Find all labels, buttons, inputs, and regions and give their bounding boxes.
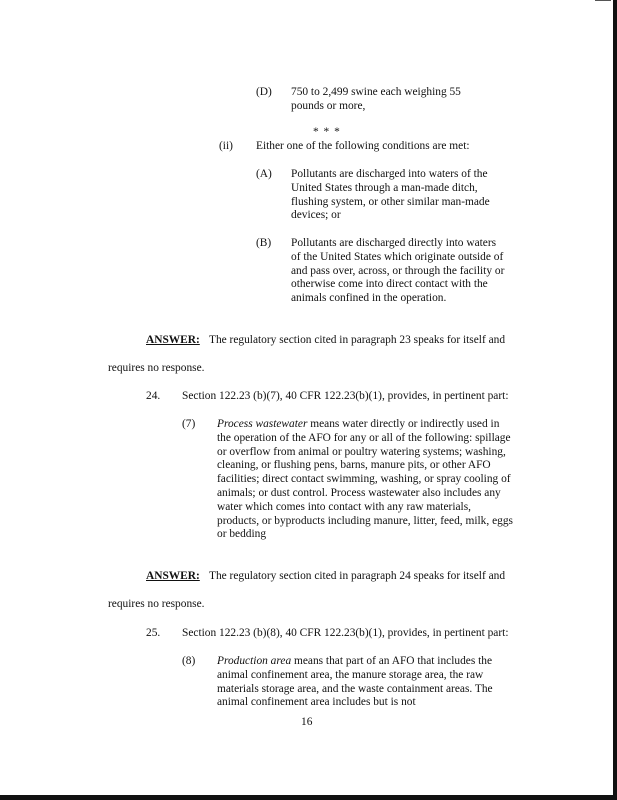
para-25-number: 25. [146, 627, 161, 639]
item-7-label: (7) [182, 418, 196, 430]
item-ii-text: Either one of the following conditions are met: [256, 140, 470, 152]
answer-23-line1: The regulatory section cited in paragraph 23 speaks for itself and [209, 334, 506, 346]
item-7-term: Process wastewater [217, 418, 308, 430]
item-7-body [217, 418, 513, 542]
item-8-term: Production area [217, 655, 292, 667]
item-8-text: means that part of an AFO that includes the animal confinement area, the manure storage area, the raw materials storage area, and the waste containment areas. The animal confinement area includes but is not [217, 655, 493, 709]
item-8-label: (8) [182, 655, 196, 667]
scan-mark [595, 0, 611, 1]
item-a-label: (A) [256, 168, 272, 180]
answer-23-line2: requires no response. [108, 362, 205, 374]
para-25-text: Section 122.23 (b)(8), 40 CFR 122.23(b)(1), provides, in pertinent part: [182, 627, 509, 639]
item-ii-label: (ii) [219, 140, 233, 152]
item-b-text: Pollutants are discharged directly into waters of the United States which originate outside of and pass over, across, or through the facility or otherwise come into direct contact with the animals confined in the operation. [291, 237, 505, 305]
item-7-text: means water directly or indirectly used in the operation of the AFO for any or all of the following: spillage or overflow from animal or poultry watering systems; washing, cleaning, or flushing pens, barns, manure pits, or other AFO facilities; direct contact swimming, washing, or spray cooling of animals; or dust control. Process wastewater also includes any water which comes into contact with any raw materials, products, or byproducts including manure, litter, feed, milk, eggs or bedding [217, 418, 513, 541]
para-24-number: 24. [146, 390, 161, 402]
answer-24-label: ANSWER: [146, 570, 200, 582]
answer-24-line1: The regulatory section cited in paragraph 24 speaks for itself and [209, 570, 506, 582]
page-number: 16 [301, 716, 313, 728]
answer-23-label: ANSWER: [146, 334, 200, 346]
item-b-label: (B) [256, 237, 272, 249]
scan-edge-right [613, 0, 617, 800]
item-d-text: 750 to 2,499 swine each weighing 55 pounds or more, [291, 86, 461, 112]
answer-24-line2: requires no response. [108, 598, 205, 610]
para-24-text: Section 122.23 (b)(7), 40 CFR 122.23(b)(1), provides, in pertinent part: [182, 390, 509, 402]
scan-edge-bottom [0, 795, 617, 800]
item-8-body [217, 655, 509, 710]
ellipsis: * * * [313, 126, 341, 138]
item-a-text: Pollutants are discharged into waters of the United States through a man-made ditch, flushing system, or other similar man-made devices; or [291, 168, 490, 222]
item-d-label: (D) [256, 86, 272, 98]
